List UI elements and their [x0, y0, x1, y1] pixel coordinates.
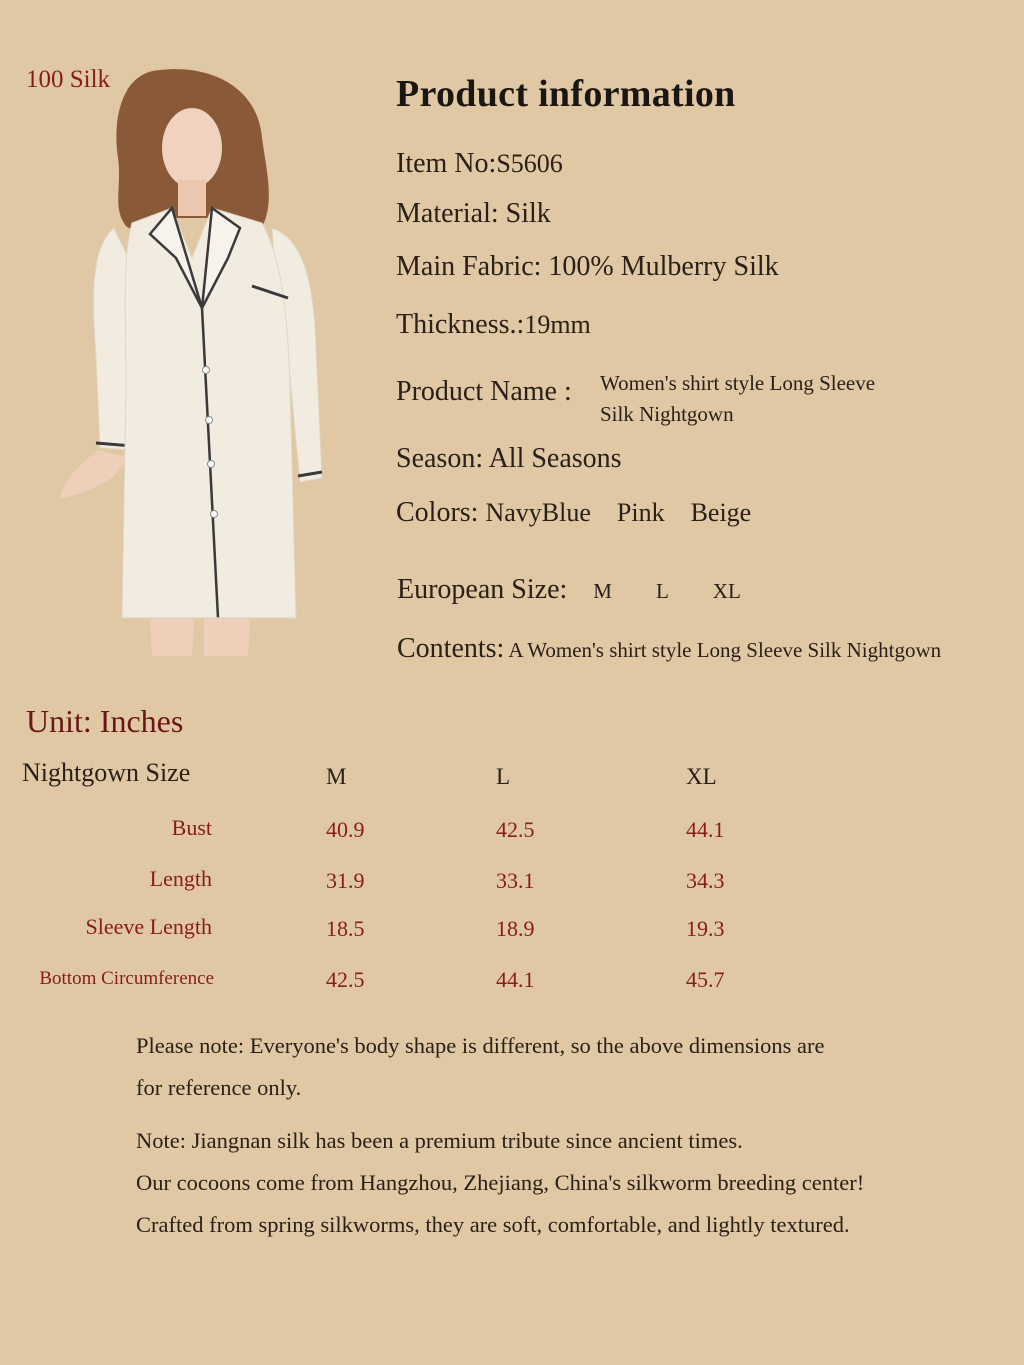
- material-row: [396, 198, 551, 230]
- size-option: L: [655, 579, 669, 603]
- table-cell: 18.9: [496, 916, 535, 941]
- table-cell: 33.1: [496, 868, 535, 893]
- table-cell: 45.7: [686, 967, 725, 992]
- product-name-line1: Women's shirt style Long Sleeve: [600, 371, 876, 395]
- item-no-row: [396, 148, 563, 180]
- colors-label: Colors:: [396, 497, 486, 528]
- legs: [150, 618, 250, 656]
- unit-label: Unit: Inches: [26, 703, 184, 739]
- button: [206, 417, 213, 424]
- thickness-label: Thickness.:: [396, 309, 525, 340]
- button: [208, 461, 215, 468]
- hand-left: [60, 450, 130, 498]
- contents-label: Contents:: [397, 633, 505, 664]
- product-name-line2: Silk Nightgown: [600, 402, 734, 426]
- button: [203, 367, 210, 374]
- table-cell: 34.3: [686, 868, 725, 893]
- table-cell: 44.1: [686, 817, 725, 842]
- page-title: Product information: [396, 73, 736, 115]
- main-fabric-label: Main Fabric:: [396, 251, 549, 282]
- product-name-value: [600, 368, 875, 430]
- contents-row: [397, 633, 941, 665]
- button: [211, 511, 218, 518]
- silk-tag: 100 Silk: [26, 66, 111, 93]
- product-name-label: Product Name :: [396, 376, 572, 407]
- table-cell: 19.3: [686, 916, 725, 941]
- table-cell: 18.5: [326, 916, 365, 941]
- item-no-label: Item No:: [396, 148, 497, 179]
- note-line: Our cocoons come from Hangzhou, Zhejiang, China's silkworm breeding center!: [136, 1170, 865, 1195]
- face: [162, 108, 222, 188]
- season-label: Season:: [396, 443, 489, 474]
- item-no-value: S5606: [496, 149, 563, 178]
- table-col-header: M: [326, 764, 347, 789]
- size-option: M: [593, 579, 612, 603]
- table-cell: 42.5: [496, 817, 535, 842]
- material-label: Material:: [396, 198, 506, 229]
- table-row-label: Bottom Circumference: [39, 968, 214, 989]
- note-line: Please note: Everyone's body shape is different, so the above dimensions are: [136, 1033, 825, 1058]
- table-col-header: L: [496, 764, 511, 789]
- product-name-row: [396, 371, 876, 426]
- contents-value: A Women's shirt style Long Sleeve Silk Nightgown: [508, 638, 942, 662]
- product-photo: [52, 58, 344, 658]
- note-line: Crafted from spring silkworms, they are soft, comfortable, and lightly textured.: [136, 1212, 850, 1237]
- thickness-row: [396, 309, 591, 341]
- table-col-header: XL: [686, 764, 717, 789]
- size-row: [397, 574, 741, 606]
- material-value: Silk: [505, 198, 551, 229]
- table-cell: 40.9: [326, 817, 365, 842]
- colors-row: [396, 497, 751, 529]
- table-cell: 31.9: [326, 868, 365, 893]
- main-fabric-row: [396, 251, 779, 283]
- season-row: [396, 443, 622, 475]
- color-option: Pink: [616, 498, 665, 527]
- table-row-label: Sleeve Length: [85, 914, 212, 939]
- color-option: NavyBlue: [485, 498, 591, 527]
- thickness-value: 19mm: [524, 310, 591, 339]
- table-cell: 42.5: [326, 967, 365, 992]
- size-option: XL: [712, 579, 741, 603]
- size-label: European Size:: [397, 574, 568, 605]
- season-value: All Seasons: [488, 443, 622, 474]
- main-fabric-value: 100% Mulberry Silk: [548, 251, 779, 282]
- note-line: Note: Jiangnan silk has been a premium tribute since ancient times.: [136, 1128, 743, 1153]
- table-header-label: Nightgown Size: [22, 758, 191, 787]
- color-option: Beige: [690, 498, 752, 527]
- table-cell: 44.1: [496, 967, 535, 992]
- note-line: for reference only.: [136, 1075, 302, 1100]
- table-row-label: Bust: [171, 815, 212, 840]
- neck: [178, 180, 206, 216]
- table-row-label: Length: [149, 866, 212, 891]
